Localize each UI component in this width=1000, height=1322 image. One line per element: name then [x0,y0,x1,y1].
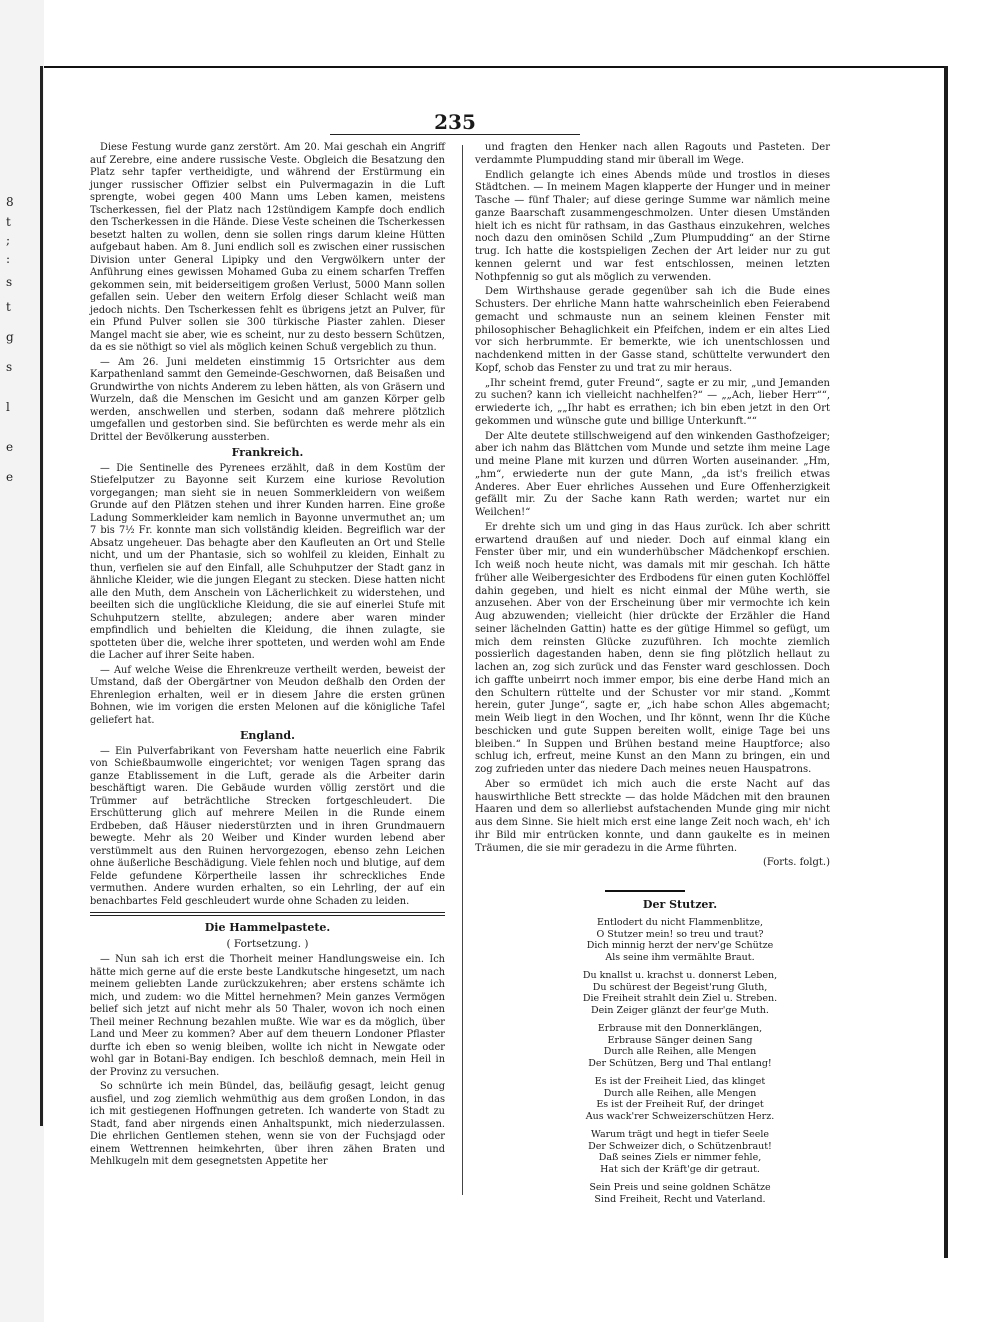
paragraph: „Ihr scheint fremd, guter Freund“, sagte er zu mir, „und Jemanden zu suchen? kann ich vielleicht nachhelfen?“ — „„Ach, lieber Herr““, erwiederte ich, „„Ihr habt es errathen; ich bin eben jetzt in den Ort gekommen und wünsche gute und billige Unterkunft.““ [475,377,830,427]
feuilleton-title: Die Hammelpastete. [204,921,331,934]
feuilleton-subtitle: ( Fortsetzung. ) [226,937,309,950]
margin-mark: t [6,300,11,314]
poem-line: Es ist der Freiheit Lied, das klinget [594,1075,766,1087]
right-column [475,142,830,872]
poem-stanza [540,1182,820,1206]
margin-mark: t [6,215,11,229]
margin-mark: g [6,330,14,344]
poem-title: Der Stutzer. [642,898,718,911]
poem-line: Dich minnig herzt der nerv'ge Schütze [586,940,774,952]
left-column [90,142,445,1171]
margin-mark: 8 [6,195,14,209]
paragraph: — Die Sentinelle des Pyrenees erzählt, daß in dem Kostüm der Stiefelputzer zu Bayonne seit Kurzem eine kuriose Revolution vorgegangen; man sieht sie in neuen Sommerkleidern von weißem Grunde auf den Plätzen stehen und ihrer Kunden harren. Eine große Ladung Sommerkleider kam nemlich in Bayonne unvermuthet an; um 7 bis 7½ Fr. konnte man sich vollständig kleiden. Begreiflich war der Absatz ungeheuer. Das behagte aber den Kaufleuten an Ort und Stelle nicht, und um der Phantasie, sich so wohlfeil zu kleiden, Einhalt zu thun, verfielen sie auf den Einfall, alle Schuhputzer der Stadt ganz in ähnliche Kleider, wie die jungen Elegant zu stecken. Diese hatten nicht alle den Muth, dem Anschein von Lächerlichkeit zu widerstehen, und beeilten sich die unglückliche Kleidung, die sie auf einerlei Stufe mit Schuhputzern stellte, abzulegen; andere aber waren minder empfindlich und behielten die Kleidung, die ihnen zulagte, sie spotteten über die, welche ihrer spotteten, und werden wohl am Ende die Lacher auf ihrer Seite haben. [90,462,445,661]
margin-mark: s [6,360,13,374]
margin-mark: s [6,275,13,289]
paragraph: Endlich gelangte ich eines Abends müde und trostlos in dieses Städtchen. — In meinem Magen klapperte der Hunger und in meiner Tasche — fünf Thaler; auf diese geringe Summe war nämlich meine ganze Baarschaft zusammengeschmolzen. Unter diesen Umständen hielt ich es nicht für rathsam, in das Gasthaus einzukehren, welches noch dazu den ominösen Schild „Zum Plumpudding“ an der Stirne trug. Ich hatte die kostspieligen Zechen der Art leider nur zu gut kennen gelernt und war fest entschlossen, meinen letzten Nothpfennig so gut als möglich zu verwenden. [475,169,830,283]
paragraph: Dem Wirthshause gerade gegenüber sah ich die Bude eines Schusters. Der ehrliche Mann hatte wahrscheinlich eben Feierabend gemacht und schmauste nun an seinem kleinen Fenster mit philosophischer Behaglichkeit ein Pfeifchen, indem er ein altes Lied vor sich herbrummte. Er bemerkte, wie ich unentschlossen und nachdenkend mitten in der Gasse stand, schüttelte verwundert den Kopf, schob das Fenster zu und trat zu mir heraus. [475,286,830,374]
poem-line: Erbrause Sänger deinen Sang [607,1034,753,1046]
header-rule [330,134,580,135]
paragraph: — Am 26. Juni meldeten einstimmig 15 Ortsrichter aus dem Karpathenland sammt den Gemeinde-Geschwornen, daß Beisaßen und Grundwirthe von nichts Anderem zu leben hätten, als von Gräsern und Wurzeln, daß die Menschen im Gesicht und am ganzen Körper gelb werden, anschwellen und sterben, sodann daß mehrere plötzlich umgefallen und gestorben sind. Sie befürchten es werde mehr als ein Drittel der Bevölkerung aussterben. [90,356,445,443]
poem-line: Sein Preis und seine goldnen Schätze [589,1181,771,1193]
poem-line: Hat sich der Kräft'ge dir getraut. [600,1164,760,1175]
poem-stanza [540,1076,820,1123]
margin-mark: ; [6,233,11,247]
poem-line: Aus wack'rer Schweizerschützen Herz. [585,1111,775,1122]
poem-divider [605,890,685,892]
paragraph: So schnürte ich mein Bündel, das, beiläufig gesagt, leicht genug ausfiel, und zog ziemlich wehmüthig aus dem großen London, in das ich mit gestiegenen Hoffnungen getreten. Ich wanderte von Stadt zu Stadt, fand aber nirgends einen Anhaltspunkt, mich niederzulassen. Die ehrlichen Gentlemen stehen, wenn sie von der Fuchsjagd oder einem Wettrennen heimkehrten, über ihren zähen Braten und Mehlkugeln mit dem gesegnetsten Appetite her [90,1081,445,1167]
page-edge [944,66,948,1258]
column-divider [462,145,463,1195]
section-divider [90,912,445,916]
paragraph: und fragten den Henker nach allen Ragouts und Pasteten. Der verdammte Plumpudding stand mir überall im Wege. [475,142,830,166]
page-number: 235 [434,110,476,134]
poem-line: O Stutzer mein! so treu und traut? [596,928,764,940]
poem-stanza [540,1129,820,1176]
poem-line: Sind Freiheit, Recht und Vaterland. [594,1193,766,1205]
margin-mark: e [6,470,14,484]
poem-line: Der Schweizer dich, o Schützenbraut! [588,1140,772,1152]
poem-line: Die Freiheit strahlt dein Ziel u. Streben. [582,993,778,1005]
poem-stanza [540,970,820,1017]
margin-mark: : [6,252,11,266]
poem-line: Dein Zeiger glänzt der feur'ge Muth. [591,1005,769,1016]
poem-line: Du knallst u. krachst u. donnerst Leben, [582,969,778,981]
poem-line: Entlodert du nicht Flammenblitze, [596,916,764,928]
poem-line: Durch alle Reihen, alle Mengen [603,1087,757,1099]
section-heading-frankreich: Frankreich. [231,446,304,459]
binding-edge [40,66,43,1126]
paragraph: Der Alte deutete stillschweigend auf den winkenden Gasthofzeiger; aber ich nahm das Blättchen vom Munde und setzte ihm meine Lage und meine Plane mit kurzen und dürren Worten auseinander. „Hm, „hm“, erwiederte nun der gute Mann, „da ist's freilich etwas Anderes. Aber Euer ehrliches Aussehen und Eure Offenherzigkeit gefällt mir. Zu der Sache kann Rath werden; wartet nur ein Weilchen!“ [475,430,830,518]
poem-line: Warum trägt und hegt in tiefer Seele [591,1128,769,1140]
paragraph: Er drehte sich um und ging in das Haus zurück. Ich aber schritt erwartend draußen auf und nieder. Doch auf einmal klang ein Fenster über mir, und ein wunderhübscher Mädchenkopf erschien. Ich weiß noch heute nicht, was damals mit mir geschah. Ich hätte früher alle Weibergesichter des Erdbodens für einen guten Kochlöffel dahin gegeben, und hielt es nicht einmal der Mühe werth, sie anzusehen. Aber von der Erscheinung über mir vermochte ich kein Aug abzuwenden; vielleicht (hier drückte der Erzähler die Hand seiner lächelnden Gattin) hatte es der gütige Himmel so gefügt, um mich dem reinsten Glücke zuzuführen. Ich mochte ziemlich possierlich dagestanden haben, denn sie fing plötzlich hellaut zu lachen an, zog sich zurück und das Fenster ward geschlossen. Doch ich gaffte unbeirrt noch immer empor, bis eine derbe Hand mich an den Schultern rüttelte und der Schuster vor mir stand. „Kommt herein, guter Junge“, sagte er, „ich habe schon Alles abgemacht; mein Weib liegt in den Wochen, und Ihr könnt, wenn Ihr die Küche beschicken und gute Suppen bereiten wollt, einige Tage bei uns bleiben.“ In Suppen und Brühen bestand meine Hauptforce; also schlug ich, erfreut, meine Kunst an den Mann zu bringen, ein und zog zufrieden unter das niedere Dach meines neuen Hauspatrons. [475,521,830,775]
poem-line: Durch alle Reihen, alle Mengen [603,1046,757,1058]
poem-line: Als seine ihm vermählte Braut. [605,952,755,963]
paragraph: — Auf welche Weise die Ehrenkreuze vertheilt werden, beweist der Umstand, daß der Obergärtner von Meudon deßhalb den Orden der Ehrenlegion erhalten, weil er in diesem Jahre die ersten grünen Bohnen, wie im vorigen die ersten Melonen auf die königliche Tafel geliefert hat. [90,664,445,726]
paragraph: Diese Festung wurde ganz zerstört. Am 20. Mai geschah ein Angriff auf Zerebre, eine andere russische Veste. Obgleich die Besatzung den Platz sehr tapfer vertheidigte, und während der Erstürmung ein junger russischer Offizier selbst ein Pulvermagazin in die Luft sprengte, wobei gegen 400 Mann ums Leben kamen, meistens Tscherkessen, fiel der Platz nach 12stündigem Kampfe doch endlich den Tscherkessen in die Hände. Diese Veste scheinen die Tscherkessen besetzt halten zu wollen, denn sie sollen rings darum kleine Hütten aufgebaut haben. Am 8. Juni endlich soll es zwischen einer russischen Division unter General Lipipky und den Vergwölkern unter der Anführung eines gewissen Mohamed Guba zu einem scharfen Treffen gekommen sein, mit beiderseitigem großen Verlust, 5000 Mann sollen gefallen sein. Ueber den weitern Erfolg dieser Schlacht weiß man jedoch nichts. Den Tscherkessen fehlt es übrigens jetzt an Pulver, für ein Pfund Pulver sollen sie 300 türkische Piaster zahlen. Dieser Mangel macht sie aber, wie es scheint, nur zu desto bessern Schützen, da es sie nöthigt so viel als möglich keinen Schuß vergeblich zu thun. [90,142,445,353]
continuation-note: (Forts. folgt.) [762,857,830,869]
poem-stanza [540,1023,820,1070]
poem [540,885,820,1211]
paragraph: — Nun sah ich erst die Thorheit meiner Handlungsweise ein. Ich hätte mich gerne auf die erste beste Landkutsche hingesetzt, um nach meinem geliebten Lande zurückzukehren; aber erstens schämte ich mich, und zudem: wo die Mittel hernehmen? Mein ganzes Vermögen belief sich jetzt auf nicht mehr als 50 Thaler, wovon ich noch einen Theil meiner Rechnung bezahlen mußte. Wie war es da möglich, über Land und Meer zu kommen? Aber auf dem theuern Londoner Pflaster durfte ich eben so wenig bleiben, wollte ich nicht in Newgate oder wohl gar in Botani-Bay endigen. Ich beschloß demnach, mein Heil in der Provinz zu versuchen. [90,954,445,1078]
poem-line: Daß seines Ziels er nimmer fehle, [598,1152,762,1164]
poem-line: Du schürest der Begeist'rung Gluth, [592,981,768,993]
poem-line: Erbrause mit den Donnerklängen, [597,1022,763,1034]
poem-stanza [540,917,820,964]
margin-mark: e [6,440,14,454]
paragraph: Aber so ermüdet ich mich auch die erste Nacht auf das hauswirthliche Bett streckte — das holde Mädchen mit den braunen Haaren und dem so allerliebst aufstachenden Munde ging mir nicht aus dem Sinne. Sie hielt mich erst eine lange Zeit noch wach, eh' ich ihr Bild mir entrücken konnte, und dann gaukelte es in meinen Träumen, die sie mir geradezu in die Arme führten. [475,778,830,854]
margin-mark: l [6,400,10,414]
poem-line: Es ist der Freiheit Ruf, der dringet [596,1099,764,1111]
paragraph: — Ein Pulverfabrikant von Feversham hatte neuerlich eine Fabrik von Schießbaumwolle eingerichtet; vor wenigen Tagen sprang das ganze Etablissement in die Luft, gerade als die Arbeiter darin beschäftigt waren. Die Gebäude wurden völlig zerstört und die Trümmer auf beträchtliche Strecken fortgeschleudert. Die Erschütterung glich auf mehrere Meilen in die Runde einem Erdbeben, daß Häuser niederstürzten und in ihren Grundmauern bewegte. Mehr als 20 Weiber und Kinder wurden lebend aber verstümmelt aus den Ruinen hervorgezogen, ebenso zehn Leichen ohne äußerliche Beschädigung. Viele fehlen noch und blutige, auf dem Felde gefundene Körpertheile lassen ihr schreckliches Ende vermuthen. Andere wurden erhalten, so ein Lehrling, der auf ein benachbartes Feld geschleudert wurde ohne Schaden zu leiden. [90,745,445,907]
section-heading-england: England. [240,729,295,742]
poem-line: Der Schützen, Berg und Thal entlang! [588,1058,772,1069]
